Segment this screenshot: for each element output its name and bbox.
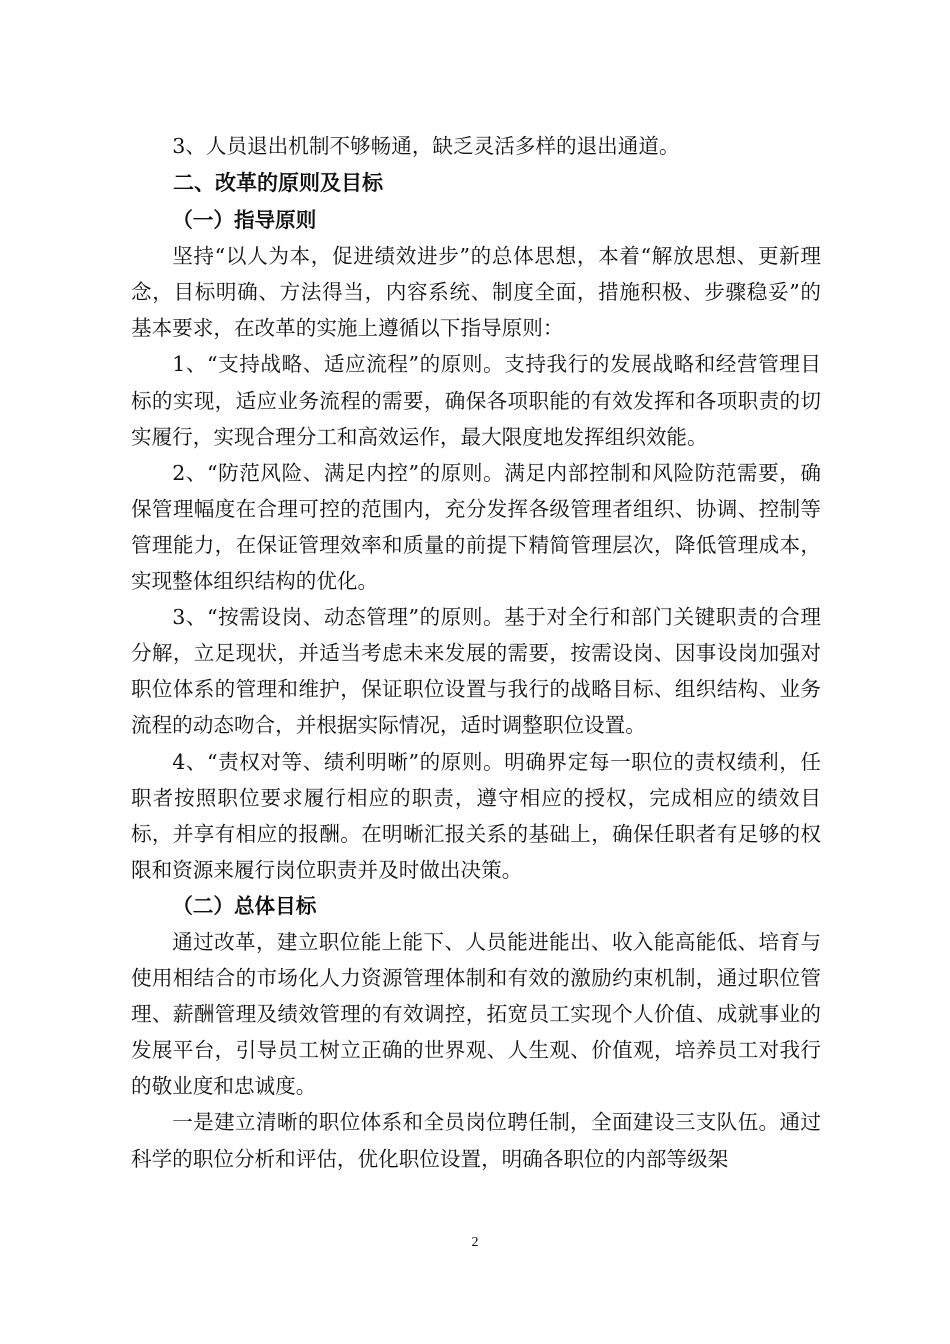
paragraph-principle-3: 3、“按需设岗、动态管理”的原则。基于对全行和部门关键职责的合理分解，立足现状，并适当考虑未来发展的需要，按需设岗、因事设岗加强对职位体系的管理和维护，保证职位设置与我行的战略目标、组织结构、业务流程的动态吻合，并根据实际情况，适时调整职位设置。 [131,605,821,738]
document-body [131,128,821,1177]
paragraph-overall-idea: 坚持“以人为本，促进绩效进步”的总体思想，本着“解放思想、更新理念，目标明确、方法得当，内容系统、制度全面，措施积极、步骤稳妥”的基本要求，在改革的实施上遵循以下指导原则： [131,244,821,341]
paragraph-principle-4: 4、“责权对等、绩利明晰”的原则。明确界定每一职位的责权绩利，任职者按照职位要求履行相应的职责，遵守相应的授权，完成相应的绩效目标，并享有相应的报酬。在明晰汇报关系的基础上，确保任职者有足够的权限和资源来履行岗位职责并及时做出决策。 [131,749,821,882]
paragraph-principle-2: 2、“防范风险、满足内控”的原则。满足内部控制和风险防范需要，确保管理幅度在合理可控的范围内，充分发挥各级管理者组织、协调、控制等管理能力，在保证管理效率和质量的前提下精简管理层次，降低管理成本，实现整体组织结构的优化。 [131,460,821,594]
page-number: 2 [471,1235,479,1250]
section-heading-principles-goals: 二、改革的原则及目标 [173,171,383,196]
paragraph-exit-mechanism: 3、人员退出机制不够畅通，缺乏灵活多样的退出通道。 [172,134,680,158]
paragraph-principle-1: 1、“支持战略、适应流程”的原则。支持我行的发展战略和经营管理目标的实现，适应业务流程的需要，确保各项职能的有效发挥和各项职责的切实履行，实现合理分工和高效运作，最大限度地发挥组织效能。 [131,352,821,449]
subsection-heading-guiding-principles: （一）指导原则 [172,208,317,233]
paragraph-position-system: 一是建立清晰的职位体系和全员岗位聘任制，全面建设三支队伍。通过科学的职位分析和评估，优化职位设置，明确各职位的内部等级架 [131,1110,821,1171]
subsection-heading-overall-goals: （二）总体目标 [172,893,317,918]
paragraph-reform-goal: 通过改革，建立职位能上能下、人员能进能出、收入能高能低、培育与使用相结合的市场化人力资源管理体制和有效的激励约束机制，通过职位管理、薪酬管理及绩效管理的有效调控，拓宽员工实现个人价值、成就事业的发展平台，引导员工树立正确的世界观、人生观、价值观，培养员工对我行的敬业度和忠诚度。 [131,929,821,1099]
